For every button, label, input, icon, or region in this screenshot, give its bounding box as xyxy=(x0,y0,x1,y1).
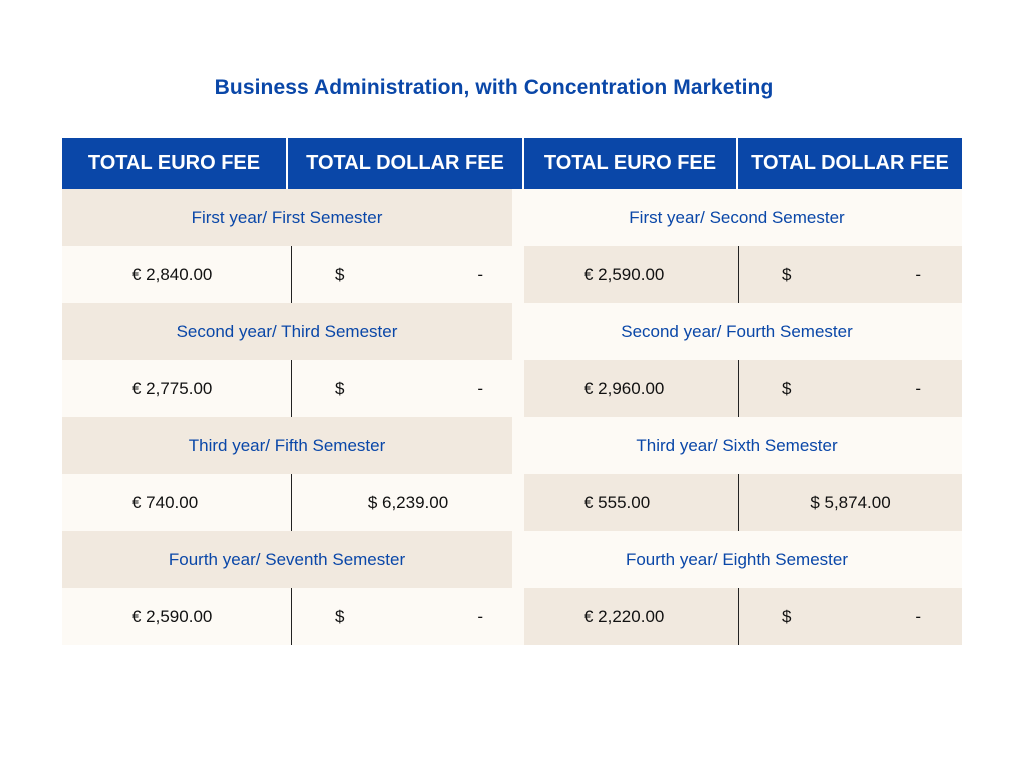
dollar-fee-cell xyxy=(291,246,524,303)
semester-label-row xyxy=(62,303,962,360)
semester-label-row xyxy=(62,531,962,588)
euro-fee-cell: € 2,220.00 xyxy=(524,588,738,645)
euro-fee-cell: € 2,775.00 xyxy=(62,360,291,417)
euro-fee-cell: € 2,840.00 xyxy=(62,246,291,303)
euro-fee-cell: € 740.00 xyxy=(62,474,291,531)
dollar-fee-cell xyxy=(291,360,524,417)
dollar-fee-cell xyxy=(738,246,962,303)
euro-fee-cell: € 2,590.00 xyxy=(524,246,738,303)
fee-row xyxy=(62,588,962,645)
dollar-symbol: $ xyxy=(782,378,792,398)
dollar-symbol: $ xyxy=(782,264,792,284)
semester-label-right: Fourth year/ Eighth Semester xyxy=(512,531,962,588)
fee-row xyxy=(62,246,962,303)
header-euro-fee-right: TOTAL EURO FEE xyxy=(524,138,738,189)
semester-label-row xyxy=(62,417,962,474)
semester-label-left: Second year/ Third Semester xyxy=(62,303,512,360)
dollar-fee-cell xyxy=(291,474,524,531)
fee-row xyxy=(62,474,962,531)
dollar-value: $ 5,874.00 xyxy=(810,492,891,512)
euro-fee-cell: € 555.00 xyxy=(524,474,738,531)
dollar-fee-cell xyxy=(738,588,962,645)
fee-table xyxy=(62,138,962,645)
semester-label-left: Third year/ Fifth Semester xyxy=(62,417,512,474)
dollar-dash: - xyxy=(477,378,483,398)
semester-label-left: Fourth year/ Seventh Semester xyxy=(62,531,512,588)
euro-fee-cell: € 2,960.00 xyxy=(524,360,738,417)
semester-label-left: First year/ First Semester xyxy=(62,189,512,246)
page-title: Business Administration, with Concentration Marketing xyxy=(214,76,774,99)
dollar-dash: - xyxy=(915,264,921,284)
dollar-fee-cell xyxy=(291,588,524,645)
dollar-symbol: $ xyxy=(335,264,345,284)
semester-label-row xyxy=(62,189,962,246)
dollar-dash: - xyxy=(915,378,921,398)
table-header xyxy=(62,138,962,189)
header-dollar-fee-left: TOTAL DOLLAR FEE xyxy=(288,138,524,189)
semester-label-right: Third year/ Sixth Semester xyxy=(512,417,962,474)
semester-label-right: First year/ Second Semester xyxy=(512,189,962,246)
dollar-symbol: $ xyxy=(782,606,792,626)
header-euro-fee-left: TOTAL EURO FEE xyxy=(62,138,288,189)
semester-label-right: Second year/ Fourth Semester xyxy=(512,303,962,360)
fee-row xyxy=(62,360,962,417)
dollar-fee-cell xyxy=(738,360,962,417)
header-dollar-fee-right: TOTAL DOLLAR FEE xyxy=(738,138,962,189)
euro-fee-cell: € 2,590.00 xyxy=(62,588,291,645)
dollar-dash: - xyxy=(915,606,921,626)
dollar-value: $ 6,239.00 xyxy=(367,492,449,512)
dollar-dash: - xyxy=(477,606,483,626)
dollar-fee-cell xyxy=(738,474,962,531)
dollar-dash: - xyxy=(477,264,483,284)
dollar-symbol: $ xyxy=(335,378,345,398)
dollar-symbol: $ xyxy=(335,606,345,626)
